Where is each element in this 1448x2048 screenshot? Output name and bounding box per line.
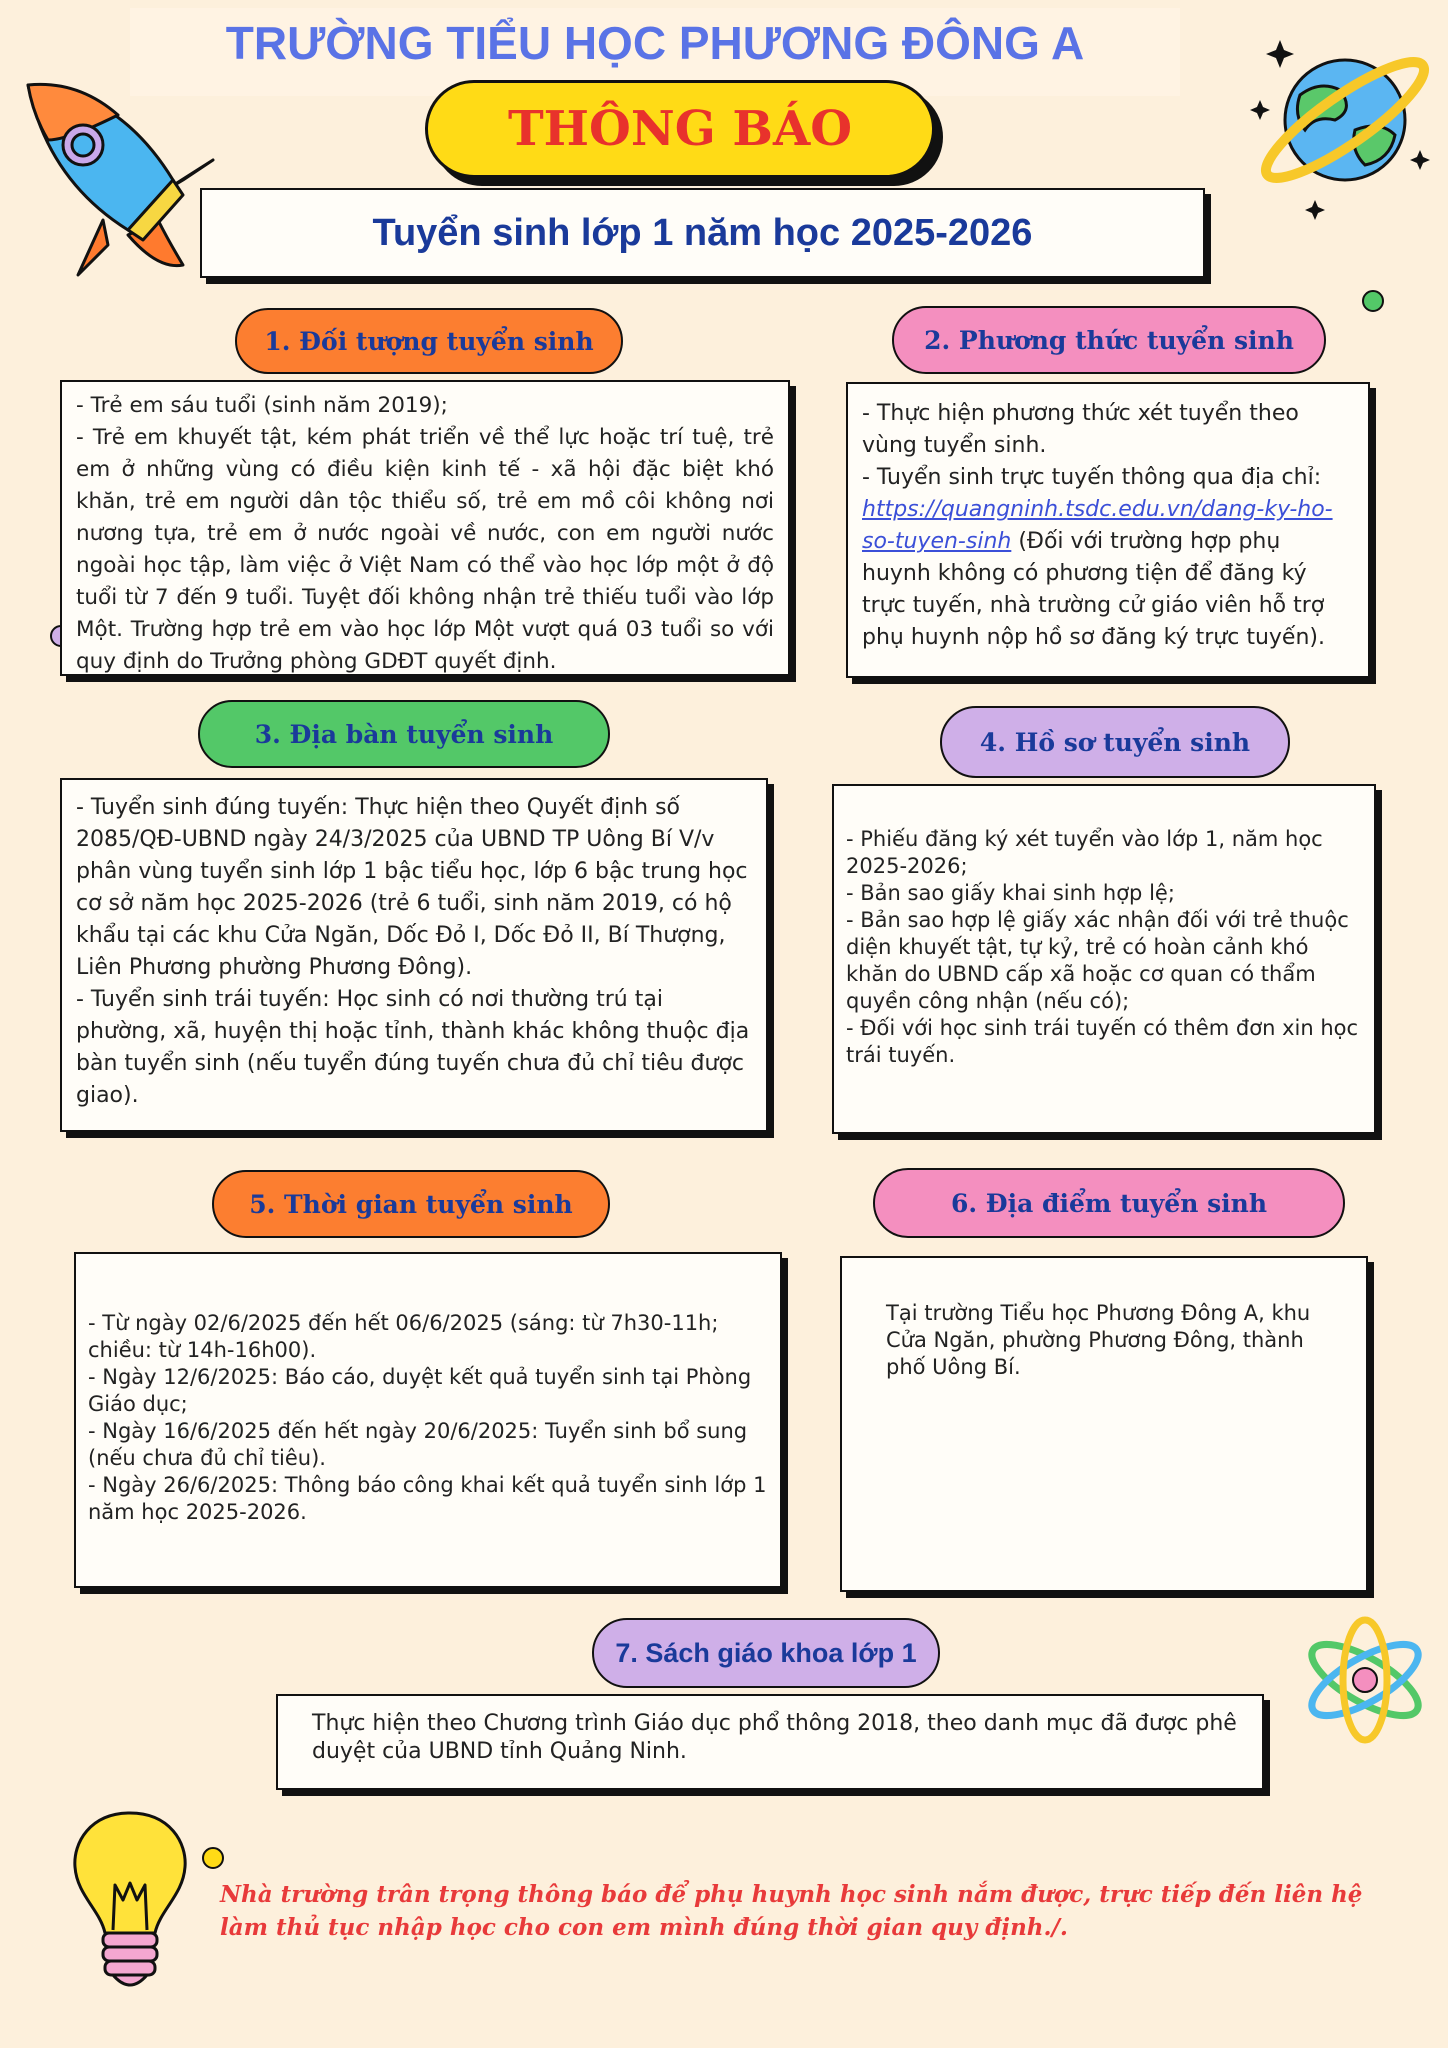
section-6-heading: 6. Địa điểm tuyển sinh — [873, 1168, 1345, 1238]
section-3-line: - Tuyển sinh đúng tuyến: Thực hiện theo Quyết định số 2085/QĐ-UBND ngày 24/3/2025 của UBND TP Uông Bí V/v phân vùng tuyển sinh lớp 1 bậc tiểu học, lớp 6 bậc trung học cơ sở năm học 2025-2026 (trẻ 6 tuổi, sinh năm 2019, có hộ khẩu tại các khu Cửa Ngăn, Dốc Đỏ I, Dốc Đỏ II, Bí Thượng, Liên Phương phường Phương Đông). — [76, 795, 748, 980]
section-4-box — [832, 784, 1376, 1134]
atom-icon — [1295, 1610, 1435, 1750]
planet-icon — [1245, 20, 1445, 220]
page-subtitle: Tuyển sinh lớp 1 năm học 2025-2026 — [200, 188, 1205, 278]
section-3-box — [60, 778, 768, 1132]
section-4-line: - Phiếu đăng ký xét tuyển vào lớp 1, năm học 2025-2026; — [846, 827, 1323, 878]
section-5-box — [74, 1252, 782, 1588]
rocket-icon — [8, 70, 228, 290]
section-2-suffix: (Đối với trường hợp phụ huynh không có phương tiện để đăng ký trực tuyến, nhà trường cử giáo viên hỗ trợ phụ huynh nộp hồ sơ đăng ký trực tuyến). — [862, 529, 1325, 650]
section-4-heading: 4. Hồ sơ tuyển sinh — [940, 706, 1290, 778]
school-title: TRƯỜNG TIỂU HỌC PHƯƠNG ĐÔNG A — [130, 8, 1180, 96]
section-3-heading: 3. Địa bàn tuyển sinh — [198, 700, 610, 768]
green-dot — [1362, 290, 1384, 312]
section-1-line: - Trẻ em sáu tuổi (sinh năm 2019); — [76, 393, 448, 418]
closing-note: Nhà trường trân trọng thông báo để phụ huynh học sinh nắm được, trực tiếp đến liên hệ làm thủ tục nhập học cho con em mình đúng thời gian quy định./. — [220, 1881, 1363, 1941]
section-3-line: - Tuyển sinh trái tuyến: Học sinh có nơi thường trú tại phường, xã, huyện thị hoặc tỉnh, thành khác không thuộc địa bàn tuyển sinh (nếu tuyển đúng tuyến chưa đủ chỉ tiêu được giao). — [76, 987, 750, 1108]
section-5-line: - Từ ngày 02/6/2025 đến hết 06/6/2025 (sáng: từ 7h30-11h; chiều: từ 14h-16h00). — [88, 1311, 719, 1362]
section-2-line: - Thực hiện phương thức xét tuyển theo vùng tuyển sinh. — [862, 401, 1299, 458]
section-6-box — [840, 1256, 1368, 1592]
section-2-prefix: - Tuyển sinh trực tuyến thông qua địa chỉ: — [862, 465, 1322, 490]
section-2-line — [862, 462, 1354, 654]
section-6-text: Tại trường Tiểu học Phương Đông A, khu Cửa Ngăn, phường Phương Đông, thành phố Uông Bí. — [886, 1301, 1311, 1379]
section-5-line: - Ngày 26/6/2025: Thông báo công khai kết quả tuyển sinh lớp 1 năm học 2025-2026. — [88, 1473, 767, 1524]
section-7-heading: 7. Sách giáo khoa lớp 1 — [592, 1618, 940, 1688]
section-7-text: Thực hiện theo Chương trình Giáo dục phổ thông 2018, theo danh mục đã được phê duyệt của UBND tỉnh Quảng Ninh. — [312, 1711, 1237, 1764]
yellow-dot — [202, 1847, 224, 1869]
notice-banner: THÔNG BÁO — [425, 80, 935, 178]
section-5-line: - Ngày 12/6/2025: Báo cáo, duyệt kết quả tuyển sinh tại Phòng Giáo dục; — [88, 1365, 752, 1416]
section-1-heading: 1. Đối tượng tuyển sinh — [235, 308, 623, 374]
section-2-box — [846, 382, 1370, 678]
section-4-line: - Đối với học sinh trái tuyến có thêm đơn xin học trái tuyến. — [846, 1016, 1359, 1067]
section-5-line: - Ngày 16/6/2025 đến hết ngày 20/6/2025: Tuyển sinh bổ sung (nếu chưa đủ chỉ tiêu). — [88, 1419, 748, 1470]
section-4-line: - Bản sao giấy khai sinh hợp lệ; — [846, 881, 1175, 905]
section-1-line: - Trẻ em khuyết tật, kém phát triển về thể lực hoặc trí tuệ, trẻ em ở những vùng có điều kiện kinh tế - xã hội đặc biệt khó khăn, trẻ em người dân tộc thiểu số, trẻ em mồ côi không nơi nương tựa, trẻ em ở nước ngoài về nước, con em người nước ngoài học tập, làm việc ở Việt Nam có thể vào học lớp một ở độ tuổi từ 7 đến 9 tuổi. Tuyệt đối không nhận trẻ thiếu tuổi vào lớp Một. Trường hợp trẻ em vào học lớp Một vượt quá 03 tuổi so với quy định do Trưởng phòng GDĐT quyết định. — [76, 425, 774, 674]
section-7-box — [276, 1694, 1264, 1790]
section-4-line: - Bản sao hợp lệ giấy xác nhận đối với trẻ thuộc diện khuyết tật, tự kỷ, trẻ có hoàn cảnh khó khăn do UBND cấp xã hoặc cơ quan có thẩm quyền công nhận (nếu có); — [846, 908, 1349, 1013]
section-2-heading: 2. Phương thức tuyển sinh — [892, 306, 1326, 374]
section-5-heading: 5. Thời gian tuyển sinh — [212, 1170, 610, 1238]
section-1-box — [60, 380, 790, 676]
registration-link[interactable]: https://quangninh.tsdc.edu.vn/dang-ky-ho-so-tuyen-sinh — [862, 497, 1333, 554]
lightbulb-icon — [65, 1805, 195, 2020]
